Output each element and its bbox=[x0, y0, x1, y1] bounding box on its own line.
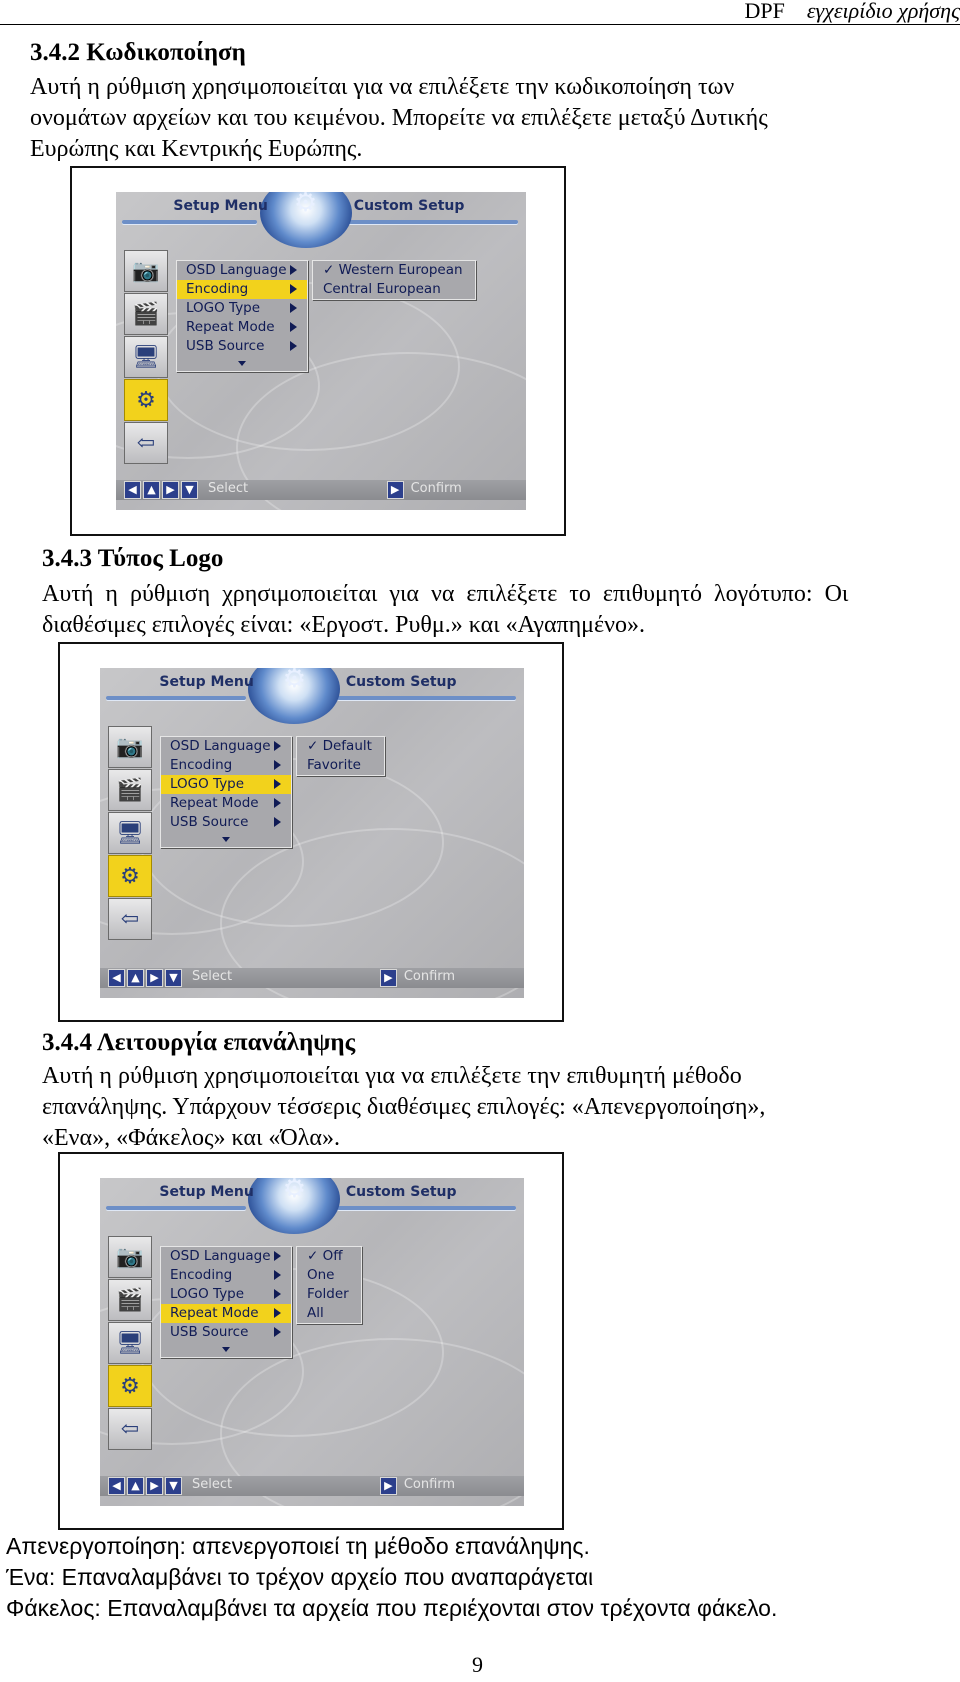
gear-icon: ⚙ bbox=[282, 1178, 307, 1204]
screenshot-repeat-mode bbox=[58, 1152, 564, 1530]
setup-gear-logo-icon bbox=[248, 668, 340, 724]
note-line: Ένα: Επαναλαμβάνει το τρέχον αρχείο που αναπαράγεται bbox=[6, 1564, 594, 1590]
header-text bbox=[744, 0, 960, 24]
setup-gear-logo-icon bbox=[260, 192, 352, 248]
confirm-play-icon: ▶ bbox=[380, 1477, 397, 1495]
section-text-repeat-mode bbox=[42, 1061, 765, 1154]
confirm-hint-label: Confirm bbox=[403, 969, 456, 984]
arrow-right-icon bbox=[290, 341, 297, 351]
custom-setup-icon[interactable]: ⚙ bbox=[124, 379, 168, 421]
arrow-right-icon bbox=[290, 265, 297, 275]
menu-item-label: Repeat Mode bbox=[186, 319, 275, 335]
section-heading-encoding: 3.4.2 Κωδικοποίηση bbox=[30, 39, 246, 66]
menu-item[interactable] bbox=[177, 299, 307, 318]
osd-top-bar bbox=[100, 668, 524, 712]
top-bar-line bbox=[122, 220, 257, 224]
section-heading-logo-type: 3.4.3 Τύπος Logo bbox=[42, 545, 224, 572]
header-manual-title: εγχειρίδιο χρήσης bbox=[806, 0, 960, 23]
note-line: Απενεργοποίηση: απενεργοποιεί τη μέθοδο επανάληψης. bbox=[6, 1533, 590, 1559]
nav-up-icon: ▲ bbox=[127, 1477, 144, 1495]
submenu-option[interactable]: Central European bbox=[323, 281, 441, 297]
display-settings-icon[interactable]: 🖥 bbox=[108, 812, 152, 854]
video-settings-icon[interactable]: 🎬 bbox=[108, 769, 152, 811]
custom-setup-icon[interactable]: ⚙ bbox=[108, 855, 152, 897]
menu-item[interactable] bbox=[177, 318, 307, 337]
note-line: Φάκελος: Επαναλαμβάνει τα αρχεία που περιέχονται στον τρέχοντα φάκελο. bbox=[6, 1595, 778, 1621]
section-text-encoding bbox=[30, 72, 768, 165]
nav-down-icon: ▼ bbox=[181, 481, 198, 499]
menu-item-label: USB Source bbox=[170, 1324, 249, 1340]
setup-menu-label: Setup Menu bbox=[159, 1184, 254, 1200]
more-items-indicator[interactable] bbox=[161, 1342, 291, 1357]
menu-item-label: OSD Language bbox=[170, 1248, 271, 1264]
menu-item[interactable] bbox=[161, 794, 291, 813]
submenu-option[interactable]: Folder bbox=[307, 1286, 349, 1302]
menu-item[interactable] bbox=[161, 1266, 291, 1285]
nav-left-icon: ◀ bbox=[108, 969, 125, 987]
setup-menu-list bbox=[176, 260, 308, 372]
nav-left-icon: ◀ bbox=[108, 1477, 125, 1495]
repeat-mode-notes bbox=[6, 1531, 777, 1624]
arrow-right-icon bbox=[274, 1251, 281, 1261]
menu-item-label: OSD Language bbox=[186, 262, 287, 278]
screenshot-logo-type bbox=[58, 642, 564, 1022]
exit-icon[interactable]: ⇦ bbox=[108, 898, 152, 940]
top-bar-line bbox=[106, 1206, 246, 1210]
submenu-option[interactable]: ✓ Western European bbox=[323, 262, 463, 278]
submenu-option[interactable]: One bbox=[307, 1267, 335, 1283]
submenu-option[interactable]: ✓ Off bbox=[307, 1248, 343, 1264]
nav-down-icon: ▼ bbox=[165, 1477, 182, 1495]
select-hint-label: Select bbox=[192, 969, 233, 984]
menu-item-label: USB Source bbox=[186, 338, 265, 354]
menu-item[interactable] bbox=[161, 1285, 291, 1304]
setup-menu-list bbox=[160, 736, 292, 848]
osd-bottom-bar bbox=[100, 968, 524, 988]
setup-gear-logo-icon bbox=[248, 1178, 340, 1234]
section-text-logo-type bbox=[42, 579, 958, 641]
option-submenu bbox=[312, 260, 476, 300]
select-hint-label: Select bbox=[192, 1477, 233, 1492]
arrow-down-icon bbox=[222, 1347, 230, 1352]
arrow-right-icon bbox=[274, 779, 281, 789]
more-items-indicator[interactable] bbox=[161, 832, 291, 847]
page-number: 9 bbox=[472, 1652, 483, 1677]
gear-icon: ⚙ bbox=[293, 192, 318, 218]
arrow-right-icon bbox=[274, 741, 281, 751]
confirm-play-icon: ▶ bbox=[380, 969, 397, 987]
section-heading-repeat-mode: 3.4.4 Λειτουργία επανάληψης bbox=[42, 1029, 356, 1056]
menu-item[interactable] bbox=[161, 1304, 291, 1323]
nav-right-icon: ▶ bbox=[146, 969, 163, 987]
submenu-option[interactable]: Favorite bbox=[307, 757, 361, 773]
video-settings-icon[interactable]: 🎬 bbox=[108, 1279, 152, 1321]
display-settings-icon[interactable]: 🖥 bbox=[124, 336, 168, 378]
menu-item-label: Repeat Mode bbox=[170, 795, 259, 811]
option-submenu bbox=[296, 736, 385, 776]
osd-top-bar bbox=[116, 192, 526, 236]
menu-item-label: Encoding bbox=[170, 757, 233, 773]
menu-item-label: OSD Language bbox=[170, 738, 271, 754]
text-line: διαθέσιμες επιλογές είναι: «Εργοστ. Ρυθμ.» και «Αγαπημένο». bbox=[42, 612, 645, 638]
arrow-right-icon bbox=[290, 322, 297, 332]
exit-icon[interactable]: ⇦ bbox=[108, 1408, 152, 1450]
menu-item[interactable] bbox=[161, 1247, 291, 1266]
menu-item[interactable] bbox=[161, 1323, 291, 1342]
nav-up-icon: ▲ bbox=[127, 969, 144, 987]
arrow-right-icon bbox=[274, 817, 281, 827]
text-line: ονομάτων αρχείων και του κειμένου. Μπορείτε να επιλέξετε μεταξύ Δυτικής bbox=[30, 105, 768, 131]
top-bar-line bbox=[106, 696, 246, 700]
setup-menu-label: Setup Menu bbox=[159, 674, 254, 690]
screenshot-encoding bbox=[70, 166, 566, 536]
menu-item-label: USB Source bbox=[170, 814, 249, 830]
setup-menu-label: Setup Menu bbox=[173, 198, 268, 214]
custom-setup-icon[interactable]: ⚙ bbox=[108, 1365, 152, 1407]
arrow-right-icon bbox=[274, 1327, 281, 1337]
osd-screen bbox=[100, 668, 524, 998]
camera-settings-icon[interactable]: 📷 bbox=[108, 726, 152, 768]
arrow-right-icon bbox=[274, 1289, 281, 1299]
menu-item[interactable] bbox=[161, 756, 291, 775]
top-bar-line bbox=[337, 696, 515, 700]
camera-settings-icon[interactable]: 📷 bbox=[124, 250, 168, 292]
custom-setup-label: Custom Setup bbox=[353, 198, 465, 214]
arrow-right-icon bbox=[290, 284, 297, 294]
select-hint-label: Select bbox=[208, 481, 249, 496]
gear-icon: ⚙ bbox=[282, 668, 307, 694]
nav-right-icon: ▶ bbox=[162, 481, 179, 499]
text-line: Ευρώπης και Κεντρικής Ευρώπης. bbox=[30, 136, 363, 162]
menu-item[interactable] bbox=[161, 775, 291, 794]
osd-screen bbox=[100, 1178, 524, 1506]
arrow-right-icon bbox=[274, 760, 281, 770]
confirm-hint-label: Confirm bbox=[403, 1477, 456, 1492]
nav-up-icon: ▲ bbox=[143, 481, 160, 499]
option-submenu bbox=[296, 1246, 362, 1324]
menu-item-label: LOGO Type bbox=[186, 300, 261, 316]
text-line: Αυτή η ρύθμιση χρησιμοποιείται για να επιλέξετε την κωδικοποίηση των bbox=[30, 74, 735, 100]
text-line: Αυτή η ρύθμιση χρησιμοποιείται για να επιλέξετε το επιθυμητό λογότυπο: Οι bbox=[42, 581, 849, 607]
nav-down-icon: ▼ bbox=[165, 969, 182, 987]
video-settings-icon[interactable]: 🎬 bbox=[124, 293, 168, 335]
menu-item[interactable] bbox=[161, 813, 291, 832]
header-product: DPF bbox=[744, 0, 785, 23]
arrow-right-icon bbox=[290, 303, 297, 313]
text-line: «Ενα», «Φάκελος» και «Όλα». bbox=[42, 1125, 340, 1151]
arrow-right-icon bbox=[274, 1308, 281, 1318]
custom-setup-label: Custom Setup bbox=[345, 1184, 457, 1200]
confirm-hint-label: Confirm bbox=[410, 481, 462, 496]
menu-item-label: Encoding bbox=[170, 1267, 233, 1283]
osd-top-bar bbox=[100, 1178, 524, 1222]
menu-item[interactable] bbox=[177, 337, 307, 356]
submenu-option[interactable]: All bbox=[307, 1305, 324, 1321]
arrow-down-icon bbox=[222, 837, 230, 842]
camera-settings-icon[interactable]: 📷 bbox=[108, 1236, 152, 1278]
menu-item[interactable] bbox=[161, 737, 291, 756]
menu-item-label: LOGO Type bbox=[170, 776, 245, 792]
text-line: επανάληψης. Υπάρχουν τέσσερις διαθέσιμες επιλογές: «Απενεργοποίηση», bbox=[42, 1094, 766, 1120]
nav-left-icon: ◀ bbox=[124, 481, 141, 499]
top-bar-line bbox=[337, 1206, 515, 1210]
arrow-right-icon bbox=[274, 1270, 281, 1280]
text-line: Αυτή η ρύθμιση χρησιμοποιείται για να επιλέξετε την επιθυμητή μέθοδο bbox=[42, 1063, 742, 1089]
osd-bottom-bar bbox=[116, 480, 526, 500]
menu-item-label: LOGO Type bbox=[170, 1286, 245, 1302]
submenu-option[interactable]: ✓ Default bbox=[307, 738, 372, 754]
osd-bottom-bar bbox=[100, 1476, 524, 1496]
arrow-down-icon bbox=[238, 361, 246, 366]
menu-item-label: Encoding bbox=[186, 281, 249, 297]
menu-item[interactable] bbox=[177, 261, 307, 280]
nav-right-icon: ▶ bbox=[146, 1477, 163, 1495]
display-settings-icon[interactable]: 🖥 bbox=[108, 1322, 152, 1364]
osd-screen bbox=[116, 192, 526, 510]
confirm-play-icon: ▶ bbox=[387, 481, 404, 499]
menu-item[interactable] bbox=[177, 280, 307, 299]
menu-item-label: Repeat Mode bbox=[170, 1305, 259, 1321]
more-items-indicator[interactable] bbox=[177, 356, 307, 371]
top-bar-line bbox=[346, 220, 518, 224]
custom-setup-label: Custom Setup bbox=[345, 674, 457, 690]
exit-icon[interactable]: ⇦ bbox=[124, 422, 168, 464]
arrow-right-icon bbox=[274, 798, 281, 808]
setup-menu-list bbox=[160, 1246, 292, 1358]
page-header bbox=[0, 0, 960, 25]
